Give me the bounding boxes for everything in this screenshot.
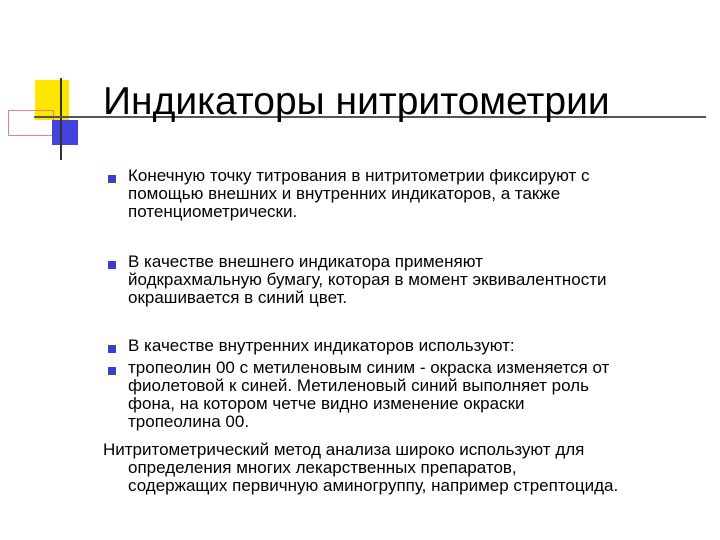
bullet-4-line-1: тропеолин 00 с метиленовым синим - окраска изменяется от [128, 358, 610, 377]
bullet-2-line-1: В качестве внешнего индикатора применяют [128, 252, 483, 271]
bullet-4-line-3: фона, на котором четче видно изменение окраски [128, 394, 525, 413]
bullet-1-line-3: потенциометрически. [128, 202, 298, 221]
bullet-icon [108, 175, 116, 183]
paragraph-line-1: Нитритометрический метод анализа широко используют для [103, 440, 585, 459]
bullet-icon [108, 367, 116, 375]
paragraph-line-3: содержащих первичную аминогруппу, например стрептоцида. [128, 476, 619, 495]
decorative-blue-square [52, 120, 78, 145]
bullet-4-line-2: фиолетовой к синей. Метиленовый синий выполняет роль [128, 376, 589, 395]
bullet-2-line-3: окрашивается в синий цвет. [128, 288, 348, 307]
bullet-2-line-2: йодкрахмальную бумагу, которая в момент эквивалентности [128, 270, 607, 289]
bullet-3-line-1: В качестве внутренних индикаторов используют: [128, 336, 515, 355]
paragraph-line-2: определения многих лекарственных препаратов, [128, 458, 517, 477]
bullet-1-line-1: Конечную точку титрования в нитритометрии фиксируют с [128, 166, 590, 185]
decorative-vertical-line [60, 78, 62, 160]
page-title: Индикаторы нитритометрии [103, 80, 610, 123]
bullet-icon [108, 345, 116, 353]
bullet-icon [108, 261, 116, 269]
bullet-4-line-4: тропеолина 00. [128, 412, 250, 431]
bullet-1-line-2: помощью внешних и внутренних индикаторов, а также [128, 184, 561, 203]
decorative-red-outline-square [8, 110, 54, 136]
